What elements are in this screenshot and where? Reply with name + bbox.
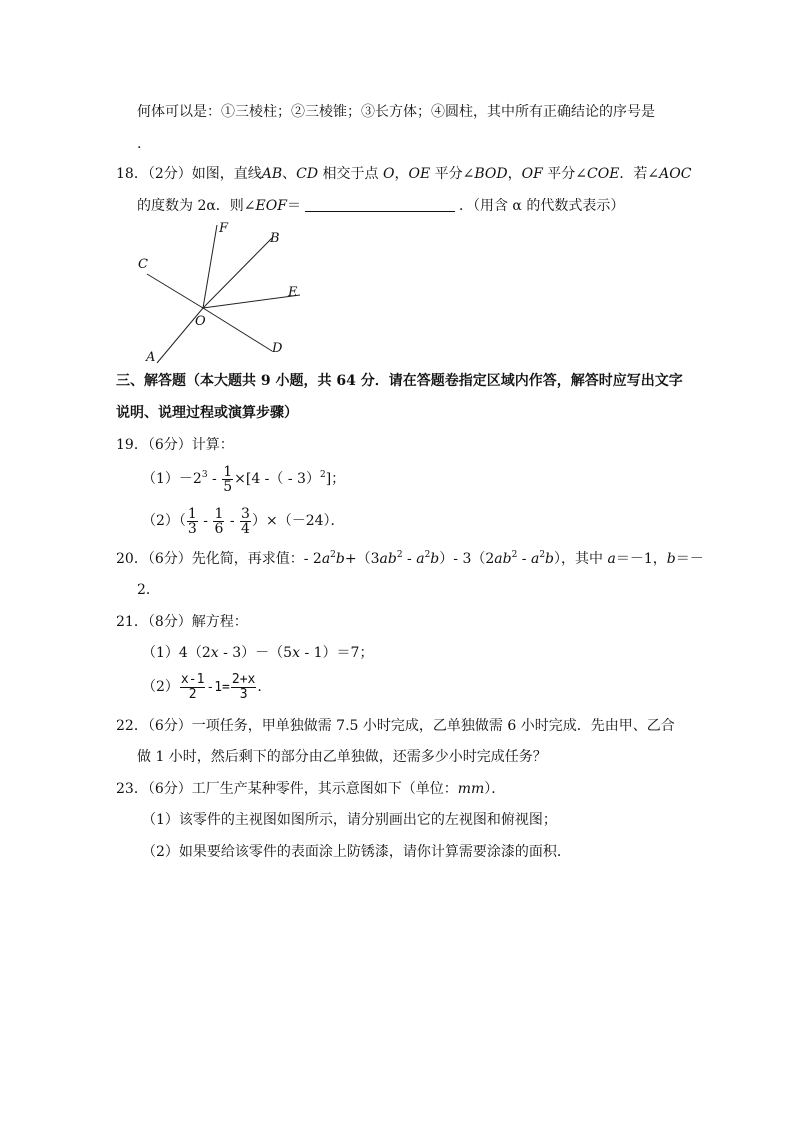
q21-part1	[142, 643, 373, 663]
denominator: 3	[239, 686, 248, 702]
section-3-line1: 三、解答题（本大题共 9 小题，共 64 分．请在答题卷指定区域内作答，解答时应写出文字	[116, 373, 683, 389]
q21-p2-text: .	[257, 679, 262, 695]
q18-of: OF	[521, 166, 543, 182]
q18-text: ，	[394, 166, 409, 182]
q20-line1	[116, 549, 704, 569]
ray-oc	[147, 274, 203, 308]
numerator: x-1	[180, 671, 205, 687]
q18-coe: COE	[587, 166, 620, 182]
q20-text: +（3	[344, 551, 380, 567]
section-3-line2: 说明、说理过程或演算步骤）	[116, 405, 298, 421]
q18-text: 的度数为 2α．则∠	[137, 198, 256, 214]
q20-text: ＝－1，	[615, 551, 667, 567]
q19-p2-text: ）×（－24）．	[251, 513, 345, 529]
angle-figure	[135, 218, 315, 366]
fraction-x-minus-1-over-2	[180, 673, 205, 702]
var-b: b	[335, 551, 345, 567]
ray-oe	[203, 295, 300, 308]
var-x: x	[292, 645, 300, 661]
q23-text: ）．	[484, 781, 506, 797]
var-b: b	[430, 551, 440, 567]
numerator: 2+x	[231, 671, 256, 687]
q18-line2	[137, 196, 624, 216]
q18-ab: AB	[261, 166, 283, 182]
q20-text: ）- 3（2	[439, 551, 495, 567]
section-3-heading-cont	[116, 403, 298, 423]
exponent: 2	[424, 550, 431, 560]
q19-heading: 19．（6分）计算：	[116, 437, 234, 453]
var-a: a	[607, 551, 616, 567]
numerator: 1	[223, 463, 233, 480]
label-f: F	[219, 221, 229, 236]
label-a: A	[146, 350, 156, 365]
q20-text: ＝－	[675, 551, 704, 567]
q18-line1	[116, 164, 691, 184]
q19-p1-text: -	[207, 471, 222, 487]
q17-text-line2: .	[137, 136, 142, 152]
fraction-1-3	[187, 507, 198, 536]
q18-text: 平分∠	[430, 166, 475, 182]
unit-mm: mm	[457, 781, 485, 797]
q21-p1-text: - 3）－（5	[218, 645, 293, 661]
answer-blank[interactable]	[305, 197, 455, 212]
q18-text: ，	[507, 166, 522, 182]
fraction-1-6	[213, 507, 224, 536]
numerator: 1	[214, 505, 224, 522]
q19-part2	[142, 506, 345, 536]
label-o: O	[195, 314, 206, 329]
exponent: 2	[330, 550, 336, 560]
q19-p1-text: ×[4 -（ - 3）	[234, 471, 320, 487]
q20-text: ），其中	[554, 551, 608, 567]
ray-od	[203, 308, 272, 351]
q19-p1-exponent: 3	[201, 470, 208, 480]
q18-oe: OE	[408, 166, 431, 182]
q22-line1: 22．（6分）一项任务，甲单独做需 7.5 小时完成，乙单独做需 6 小时完成．先由甲、乙合	[116, 718, 675, 734]
fraction-3-4	[240, 507, 251, 536]
fraction-2-plus-x-over-3	[231, 673, 256, 702]
q23-part1: （1）该零件的主视图如图所示，请分别画出它的左视图和俯视图；	[142, 812, 557, 828]
q20-text: -	[517, 551, 531, 567]
exponent: 2	[539, 550, 546, 560]
var-b: b	[666, 551, 676, 567]
var-ab: ab	[379, 551, 397, 567]
section-3-heading	[116, 371, 683, 391]
q19-p2-text: -	[198, 513, 213, 529]
denominator: 4	[241, 520, 250, 537]
q19-p1-text: （1）－2	[142, 471, 202, 487]
q18-aoc: AOC	[659, 166, 692, 182]
var-a: a	[321, 551, 331, 567]
var-x: x	[210, 645, 219, 661]
exponent: 2	[396, 550, 403, 560]
q21-p1-text: - 1）＝7；	[300, 645, 374, 661]
q17-text-line1: 何体可以是：①三棱柱；②三棱锥；③长方体；④圆柱，其中所有正确结论的序号是	[137, 104, 655, 120]
numerator: 1	[187, 505, 197, 522]
q23-part2: （2）如果要给该零件的表面涂上防锈漆，请你计算需要涂漆的面积．	[142, 844, 571, 860]
q20-line2: 2．	[137, 582, 160, 598]
denominator: 3	[187, 520, 197, 537]
q22-line2: 做 1 小时，然后剩下的部分由乙单独做，还需多少小时完成任务？	[137, 749, 547, 765]
q18-o: O	[382, 166, 395, 182]
q19-p2-text: -	[225, 513, 240, 529]
q23-text: 23．（6分）工厂生产某种零件，其示意图如下（单位：	[116, 781, 458, 797]
label-e: E	[288, 285, 298, 300]
q18-eof: EOF	[255, 198, 287, 214]
q18-text: 平分∠	[542, 166, 587, 182]
denominator: 2	[188, 686, 197, 702]
label-c: C	[138, 257, 148, 272]
label-d: D	[272, 341, 283, 356]
q21-p2-text: -1=	[206, 680, 230, 695]
q19-p1-text: ]；	[325, 471, 346, 487]
q18-text: ．若∠	[619, 166, 660, 182]
exponent: 2	[511, 550, 518, 560]
q20-text: 20．（6分）先化简，再求值：- 2	[116, 551, 322, 567]
var-ab: ab	[494, 551, 512, 567]
q18-text: 、	[282, 166, 297, 182]
q20-text: -	[402, 551, 417, 567]
q19-p1-exponent: 2	[319, 470, 326, 480]
q19-p2-text: （2）（	[142, 513, 186, 529]
q19-part1	[142, 464, 345, 494]
q21-p2-text: （2）	[142, 679, 179, 695]
var-b: b	[545, 551, 555, 567]
fraction-1-5	[222, 465, 233, 494]
q18-text: 18．（2分）如图，直线	[116, 166, 262, 182]
q18-cd: CD	[296, 166, 319, 182]
q23-line1	[116, 779, 505, 799]
label-b: B	[270, 231, 280, 246]
q18-bod: BOD	[474, 166, 508, 182]
var-a: a	[416, 551, 425, 567]
q18-text: 相交于点	[318, 166, 383, 182]
q21-part2	[142, 672, 262, 703]
q21-heading: 21．（8分）解方程：	[116, 614, 248, 630]
numerator: 3	[241, 505, 250, 522]
q21-p1-text: （1）4（2	[142, 645, 211, 661]
q18-text: ．（用含 α 的代数式表示）	[458, 198, 625, 214]
q18-text: ＝	[286, 198, 301, 214]
denominator: 6	[214, 520, 224, 537]
var-a: a	[530, 551, 540, 567]
denominator: 5	[223, 478, 233, 495]
